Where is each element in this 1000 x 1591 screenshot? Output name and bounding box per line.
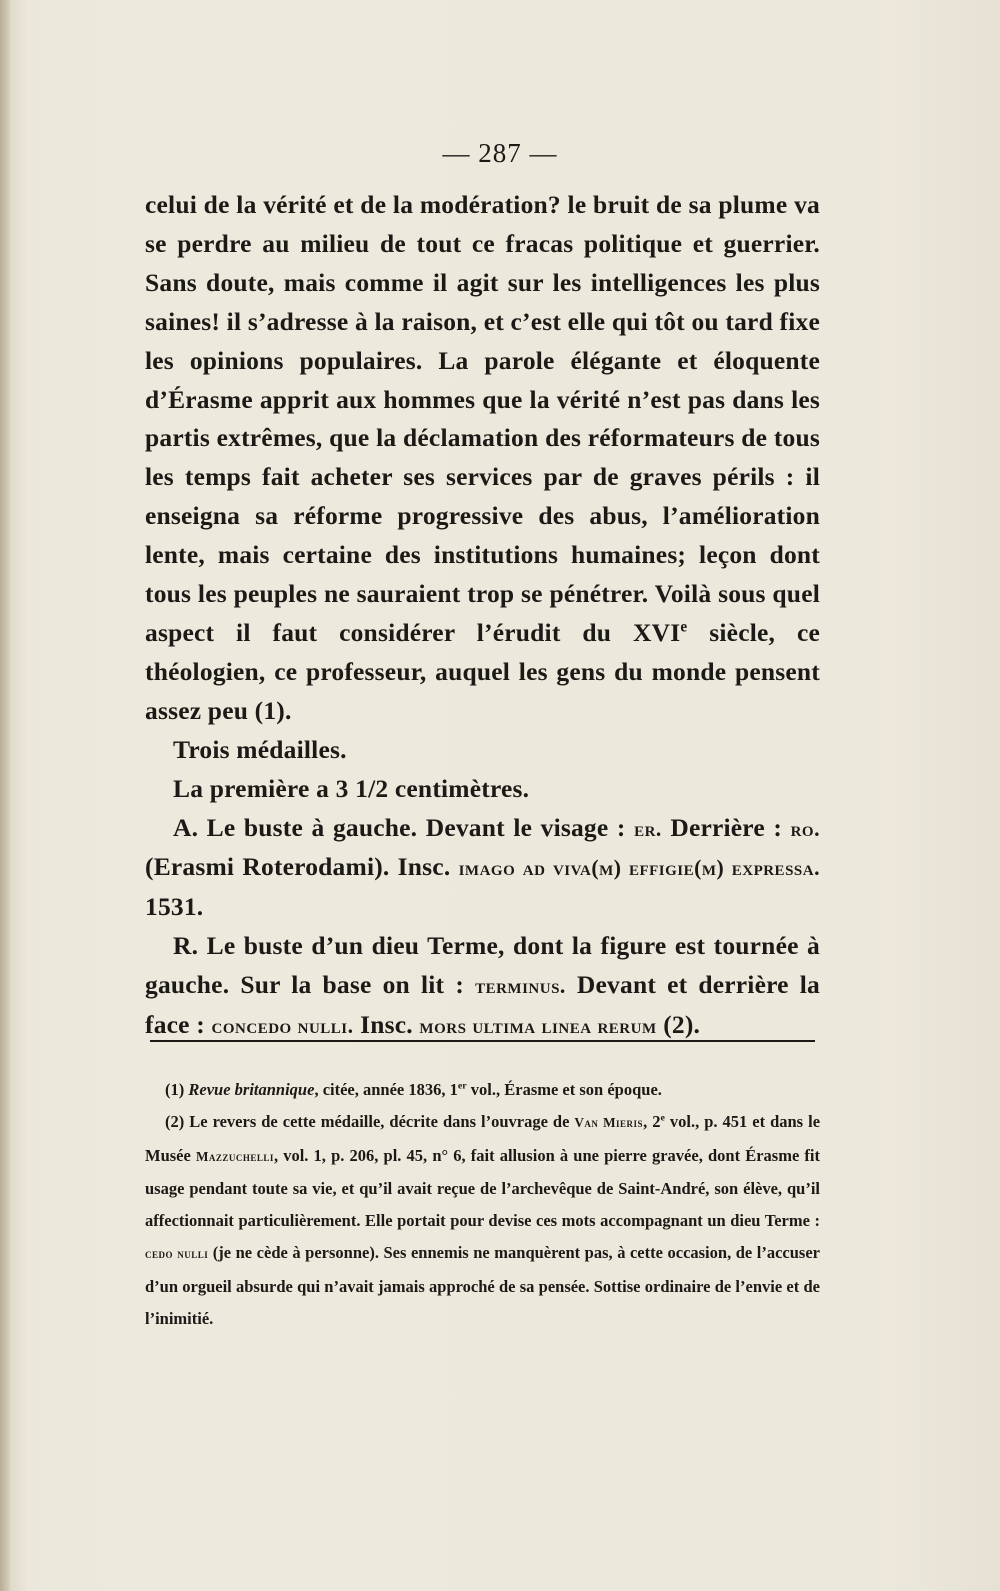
footnotes bbox=[145, 1074, 820, 1335]
main-text bbox=[145, 186, 820, 1046]
obverse-text-3: (Erasmi Roterodami). Insc. bbox=[145, 852, 459, 882]
page-number: — 287 — bbox=[442, 138, 558, 168]
author-van-mieris: Van Mieris bbox=[574, 1115, 644, 1131]
paragraph-erasmus-moderation bbox=[145, 186, 820, 731]
obverse-text: A. Le buste à gauche. Devant le visage : bbox=[173, 812, 635, 842]
footnote-text: (2) Le revers de cette médaille, décrite dans l’ouvrage de bbox=[165, 1112, 575, 1132]
footnote-text-5: (je ne cède à personne). Ses ennemis ne manquèrent pas, à cette occasion, de l’accuser d’un orgueil absurde qui n’avait jamais approché de sa pensée. Sottise ordinaire de l’envie et de l’inimitié. bbox=[145, 1243, 820, 1329]
footnote-text-4: , vol. 1, p. 206, pl. 45, n° 6, fait allusion à une pierre gravée, dont Érasme fit usage pendant toute sa vie, et qu’il avait reçue de l’archevêque de Saint-André, son élève, qu’il affectionnait particulièrement. Elle portait pour devise ces mots accompagnant un dieu Terme : bbox=[145, 1145, 820, 1231]
footnote-marker: (1) bbox=[165, 1080, 189, 1099]
paragraph-text-end: siècle, ce théologien, ce professeur, auquel les gens du monde pensent assez peu (1). bbox=[145, 617, 820, 725]
superscript: e bbox=[660, 1112, 665, 1124]
footnote-text: , citée, année 1836, 1 bbox=[314, 1080, 458, 1099]
abbrev-er: er. bbox=[634, 816, 662, 841]
paragraph-reverse bbox=[145, 927, 820, 1046]
reverse-text-3: Insc. bbox=[353, 1010, 420, 1040]
reverse-text-4: (2). bbox=[656, 1010, 701, 1040]
footnote-2 bbox=[145, 1106, 820, 1335]
author-mazzuchelli: Mazzuchelli bbox=[195, 1148, 274, 1164]
legend-mors-ultima: mors ultima linea rerum bbox=[419, 1014, 657, 1039]
paragraph-first-medal-size: La première a 3 1/2 centimètres. bbox=[173, 773, 530, 803]
reverse-text-2: Devant et derrière la face : bbox=[145, 970, 820, 1040]
superscript: e bbox=[680, 618, 688, 636]
footnote-divider bbox=[150, 1040, 815, 1042]
abbrev-ro: ro. bbox=[790, 816, 820, 841]
obverse-legend: imago ad viva(m) effigie(m) expressa. bbox=[458, 856, 820, 881]
footnote-text-3: vol., p. 451 et dans le Musée bbox=[145, 1112, 821, 1165]
medal-year: 1531. bbox=[145, 892, 204, 922]
legend-concedo-nulli: concedo nulli. bbox=[211, 1014, 354, 1039]
footnote-text-end: vol., Érasme et son époque. bbox=[466, 1080, 662, 1099]
paragraph-obverse bbox=[145, 809, 820, 928]
page-binding-edge bbox=[0, 0, 10, 1591]
paragraph-three-medals: Trois médailles. bbox=[173, 734, 347, 764]
motto-cedo-nulli: cedo nulli bbox=[145, 1246, 209, 1262]
obverse-text-2: Derrière : bbox=[661, 812, 791, 842]
reverse-text: R. Le buste d’un dieu Terme, dont la figure est tournée à gauche. Sur la base on lit : bbox=[145, 931, 820, 1000]
footnote-text-2: , 2 bbox=[643, 1112, 661, 1132]
footnote-citation-title: Revue britannique bbox=[188, 1080, 315, 1099]
legend-terminus: terminus. bbox=[475, 974, 566, 999]
footnote-1 bbox=[145, 1074, 820, 1106]
superscript: er bbox=[457, 1080, 467, 1092]
roman-numeral: XVI bbox=[633, 617, 681, 647]
paragraph-text: celui de la vérité et de la modération? le bruit de sa plume va se perdre au milieu de tout ce fracas politique et guerrier. Sans doute, mais comme il agit sur les intelligences les plus saines! il s’adresse à la raison, et c’est elle qui tôt ou tard fixe les opinions populaires. La parole élégante et éloquente d’Érasme apprit aux hommes que la vérité n’est pas dans les partis extrêmes, que la déclamation des réformateurs de tous les temps fait acheter ses services par de graves périls : il enseigna sa réforme progressive des abus, l’amélioration lente, mais certaine des institutions humaines; leçon dont tous les peuples ne sauraient trop se pénétrer. Voilà sous quel aspect il faut considérer l’érudit du bbox=[145, 190, 820, 647]
